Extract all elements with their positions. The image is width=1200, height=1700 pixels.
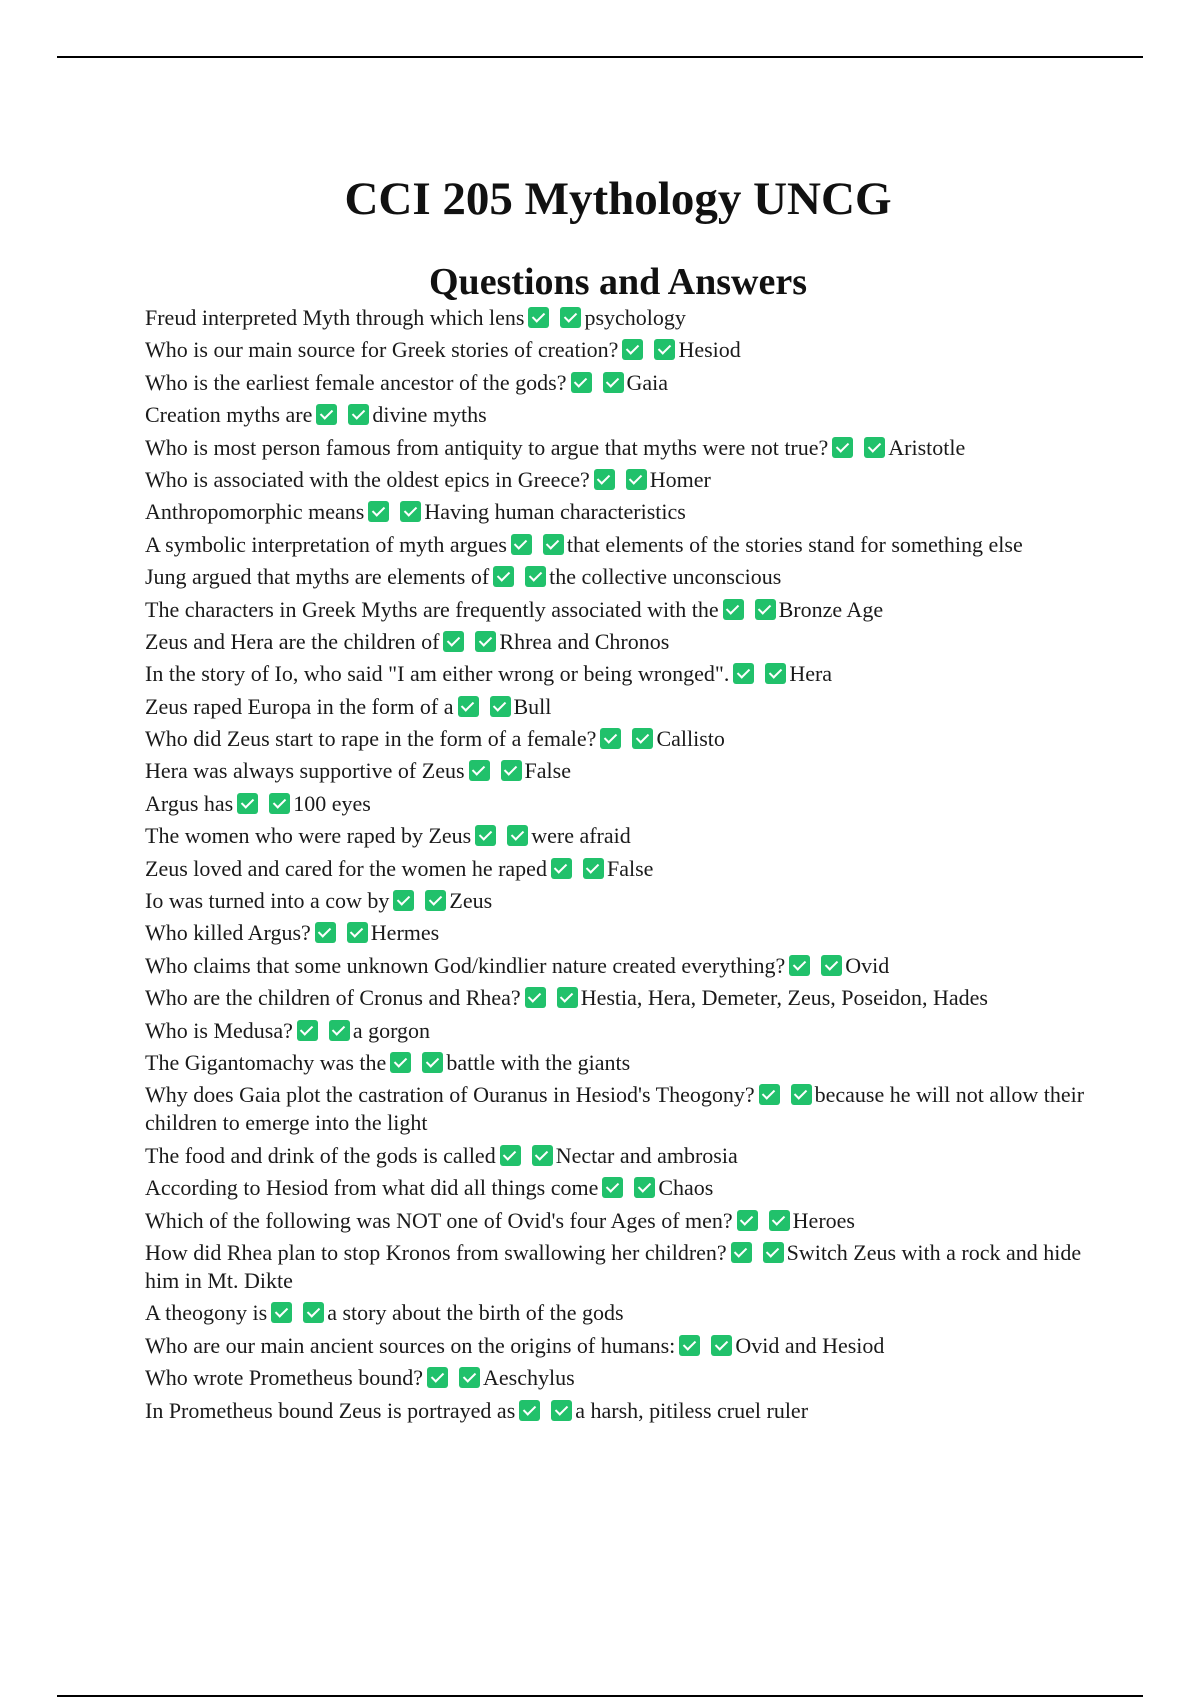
qa-item (145, 1049, 1090, 1077)
qa-item (145, 466, 1090, 494)
check-mark-icon (271, 1302, 292, 1323)
answer-text: Gaia (626, 369, 669, 395)
check-mark-icon (525, 566, 546, 587)
qa-item (145, 401, 1090, 429)
check-mark-icon (864, 437, 885, 458)
answer-text: the collective unconscious (549, 564, 782, 590)
check-mark-icon (368, 501, 389, 522)
question-text: Zeus loved and cared for the women he raped (145, 855, 547, 881)
check-mark-icon (594, 469, 615, 490)
answer-text: Bull (513, 693, 552, 719)
document-title: CCI 205 Mythology UNCG (344, 173, 892, 226)
question-text: Why does Gaia plot the castration of Ouranus in Hesiod's Theogony? (145, 1082, 755, 1108)
check-mark-icon (711, 1335, 732, 1356)
answer-text: Chaos (658, 1175, 714, 1201)
answer-text: False (524, 758, 571, 784)
check-mark-icon (507, 825, 528, 846)
qa-item (145, 336, 1090, 364)
answer-text: Hermes (370, 920, 440, 946)
question-text: Who is the earliest female ancestor of the gods? (145, 369, 567, 395)
answer-text: Aeschylus (483, 1365, 575, 1391)
check-mark-icon (763, 1242, 784, 1263)
question-text: Which of the following was NOT one of Ovid's four Ages of men? (145, 1207, 733, 1233)
check-mark-icon (400, 501, 421, 522)
question-text: The women who were raped by Zeus (145, 823, 472, 849)
answer-text: Hestia, Hera, Demeter, Zeus, Poseidon, Hades (580, 985, 988, 1011)
check-mark-icon (511, 534, 532, 555)
check-mark-icon (571, 372, 592, 393)
check-mark-icon (733, 663, 754, 684)
check-mark-icon (519, 1400, 540, 1421)
question-text: Who is associated with the oldest epics in Greece? (145, 466, 590, 492)
qa-item (145, 1207, 1090, 1235)
question-text: Io was turned into a cow by (145, 888, 390, 914)
check-mark-icon (821, 955, 842, 976)
qa-item (145, 563, 1090, 591)
question-text: The Gigantomachy was the (145, 1049, 387, 1075)
qa-item (145, 919, 1090, 947)
answer-text: Hera (789, 661, 833, 687)
question-text: Who claims that some unknown God/kindlier nature created everything? (145, 952, 786, 978)
check-mark-icon (759, 1084, 780, 1105)
answer-text: divine myths (372, 402, 487, 428)
check-mark-icon (551, 1400, 572, 1421)
answer-text: Zeus (449, 888, 493, 914)
question-text: Creation myths are (145, 402, 313, 428)
question-text: Argus has (145, 790, 234, 816)
check-mark-icon (490, 696, 511, 717)
check-mark-icon (347, 922, 368, 943)
check-mark-icon (600, 728, 621, 749)
question-text: A symbolic interpretation of myth argues (145, 531, 507, 557)
check-mark-icon (634, 1177, 655, 1198)
check-mark-icon (237, 793, 258, 814)
qa-item (145, 628, 1090, 656)
qa-item (145, 790, 1090, 818)
qa-item (145, 952, 1090, 980)
answer-text: Nectar and ambrosia (555, 1142, 738, 1168)
question-text: A theogony is (145, 1300, 268, 1326)
check-mark-icon (390, 1052, 411, 1073)
qa-item (145, 369, 1090, 397)
qa-item (145, 1017, 1090, 1045)
answer-text: False (606, 855, 654, 881)
question-text: Who is our main source for Greek stories of creation? (145, 337, 619, 363)
check-mark-icon (679, 1335, 700, 1356)
top-rule (57, 56, 1143, 58)
answer-text: Rhrea and Chronos (499, 628, 670, 654)
answer-text: Having human characteristics (424, 499, 686, 525)
check-mark-icon (583, 858, 604, 879)
check-mark-icon (632, 728, 653, 749)
check-mark-icon (723, 599, 744, 620)
check-mark-icon (557, 987, 578, 1008)
check-mark-icon (626, 469, 647, 490)
answer-text: because he will not allow their children to emerge into the light (145, 1082, 1085, 1136)
answer-text: Homer (649, 466, 711, 492)
check-mark-icon (316, 404, 337, 425)
question-text: In Prometheus bound Zeus is portrayed as (145, 1397, 516, 1423)
question-text: Zeus raped Europa in the form of a (145, 693, 454, 719)
question-text: Who did Zeus start to rape in the form of a female? (145, 726, 597, 752)
check-mark-icon (832, 437, 853, 458)
check-mark-icon (475, 825, 496, 846)
qa-item (145, 693, 1090, 721)
check-mark-icon (425, 890, 446, 911)
check-mark-icon (443, 631, 464, 652)
answer-text: Ovid (845, 952, 890, 978)
check-mark-icon (737, 1210, 758, 1231)
check-mark-icon (560, 307, 581, 328)
check-mark-icon (493, 566, 514, 587)
check-mark-icon (769, 1210, 790, 1231)
check-mark-icon (329, 1020, 350, 1041)
check-mark-icon (297, 1020, 318, 1041)
question-text: Freud interpreted Myth through which lens (145, 305, 525, 330)
question-text: How did Rhea plan to stop Kronos from swallowing her children? (145, 1239, 727, 1265)
qa-item (145, 531, 1090, 559)
qa-item (145, 498, 1090, 526)
answer-text: Callisto (656, 726, 725, 752)
qa-item (145, 822, 1090, 850)
answer-text: Bronze Age (778, 596, 884, 622)
qa-item (145, 725, 1090, 753)
answer-text: a gorgon (352, 1017, 431, 1043)
check-mark-icon (393, 890, 414, 911)
check-mark-icon (458, 696, 479, 717)
question-text: In the story of Io, who said "I am either wrong or being wronged". (145, 661, 730, 687)
answer-text: that elements of the stories stand for something else (566, 531, 1023, 557)
qa-item (145, 1239, 1090, 1295)
qa-item (145, 855, 1090, 883)
check-mark-icon (654, 339, 675, 360)
question-text: Who are the children of Cronus and Rhea? (145, 985, 521, 1011)
qa-item (145, 660, 1090, 688)
check-mark-icon (532, 1145, 553, 1166)
qa-item (145, 1364, 1090, 1392)
check-mark-icon (791, 1084, 812, 1105)
check-mark-icon (731, 1242, 752, 1263)
check-mark-icon (475, 631, 496, 652)
answer-text: a story about the birth of the gods (327, 1300, 624, 1326)
qa-item (145, 596, 1090, 624)
answer-text: Ovid and Hesiod (735, 1332, 885, 1358)
qa-item (145, 304, 1090, 332)
check-mark-icon (622, 339, 643, 360)
check-mark-icon (543, 534, 564, 555)
qa-item (145, 1174, 1090, 1202)
answer-text: Heroes (792, 1207, 855, 1233)
bottom-rule (57, 1695, 1143, 1697)
question-text: Jung argued that myths are elements of (145, 564, 490, 590)
check-mark-icon (422, 1052, 443, 1073)
qa-item (145, 757, 1090, 785)
check-mark-icon (765, 663, 786, 684)
question-text: Hera was always supportive of Zeus (145, 758, 465, 784)
question-text: The characters in Greek Myths are frequently associated with the (145, 596, 719, 622)
qa-item (145, 1299, 1090, 1327)
qa-item (145, 984, 1090, 1012)
qa-item (145, 1142, 1090, 1170)
check-mark-icon (789, 955, 810, 976)
document-subtitle: Questions and Answers (429, 260, 807, 303)
answer-text: Switch Zeus with a rock and hide him in Mt. Dikte (145, 1239, 1082, 1293)
check-mark-icon (501, 760, 522, 781)
question-text: Who is most person famous from antiquity to argue that myths were not true? (145, 434, 829, 460)
answer-text: Hesiod (678, 337, 741, 363)
question-text: Who killed Argus? (145, 920, 311, 946)
check-mark-icon (348, 404, 369, 425)
qa-list (145, 304, 1090, 1429)
check-mark-icon (525, 987, 546, 1008)
check-mark-icon (603, 372, 624, 393)
qa-item (145, 1081, 1090, 1137)
question-text: According to Hesiod from what did all things come (145, 1175, 599, 1201)
question-text: Who is Medusa? (145, 1017, 293, 1043)
question-text: Who are our main ancient sources on the origins of humans: (145, 1332, 676, 1358)
answer-text: 100 eyes (293, 790, 371, 816)
check-mark-icon (755, 599, 776, 620)
check-mark-icon (469, 760, 490, 781)
answer-text: a harsh, pitiless cruel ruler (575, 1397, 809, 1423)
check-mark-icon (459, 1367, 480, 1388)
qa-item (145, 1332, 1090, 1360)
check-mark-icon (602, 1177, 623, 1198)
qa-item (145, 887, 1090, 915)
question-text: Zeus and Hera are the children of (145, 628, 440, 654)
qa-item (145, 434, 1090, 462)
qa-item (145, 1397, 1090, 1425)
check-mark-icon (269, 793, 290, 814)
question-text: Who wrote Prometheus bound? (145, 1365, 423, 1391)
answer-text: Aristotle (888, 434, 966, 460)
question-text: Anthropomorphic means (145, 499, 365, 525)
check-mark-icon (427, 1367, 448, 1388)
answer-text: were afraid (531, 823, 631, 849)
check-mark-icon (528, 307, 549, 328)
check-mark-icon (303, 1302, 324, 1323)
check-mark-icon (315, 922, 336, 943)
answer-text: psychology (584, 305, 686, 330)
question-text: The food and drink of the gods is called (145, 1142, 496, 1168)
check-mark-icon (500, 1145, 521, 1166)
check-mark-icon (551, 858, 572, 879)
answer-text: battle with the giants (446, 1049, 631, 1075)
